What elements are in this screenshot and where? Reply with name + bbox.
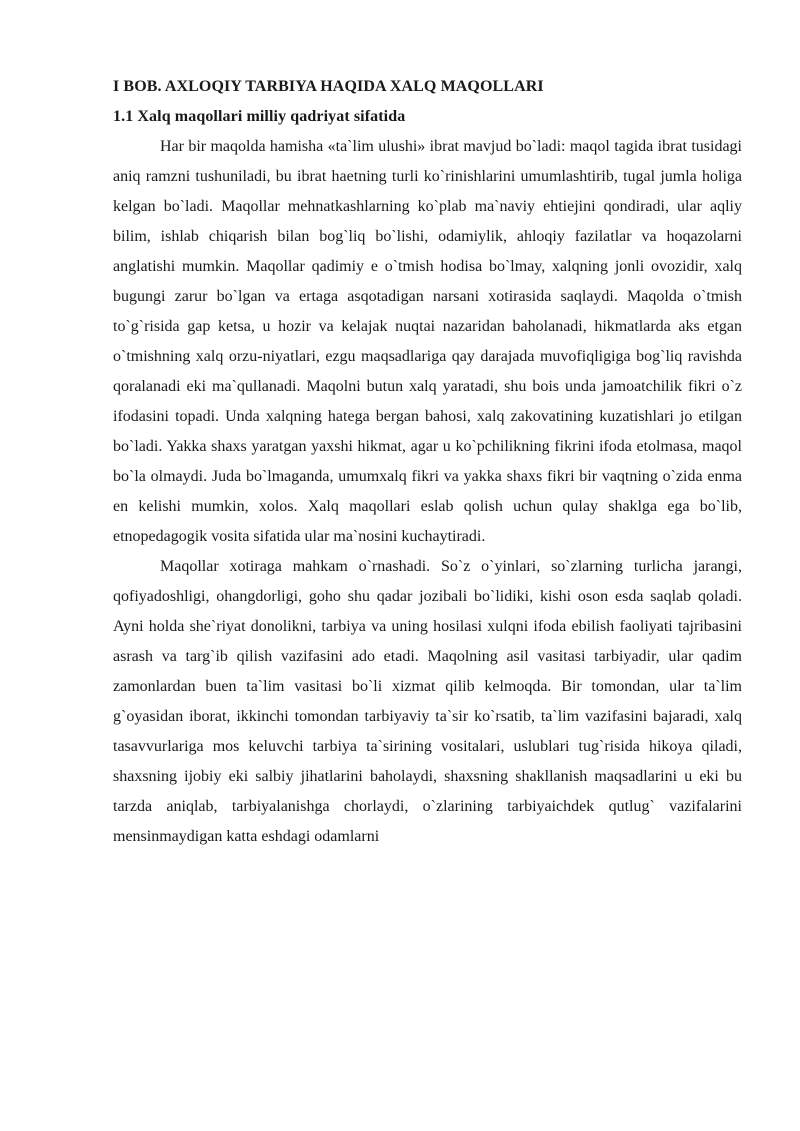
section-title: 1.1 Xalq maqollari milliy qadriyat sifatida	[113, 108, 406, 125]
body-paragraph-2: Maqollar xotiraga mahkam o`rnashadi. So`z o`yinlari, so`zlarning turlicha jarangi, qofiyadoshligi, ohangdorligi, goho shu qadar jozibali bo`lidiki, kishi oson esda saqlab qoladi. Ayni holda she`riyat donolikni, tarbiya va uning hosilasi xulqni ifoda ebilish faoliyati tajribasini asrash va targ`ib qilish vazifasini ado etadi. Maqolning asil vasitasi tarbiyadir, ular qadim zamonlardan buen ta`lim vasitasi bo`li xizmat qilib kelmoqda. Bir tomondan, ular ta`lim g`oyasidan iborat, ikkinchi tomondan tarbiyaviy ta`sir ko`rsatib, ta`lim vazifasini bajaradi, xalq tasavvurlariga mos keluvchi tarbiya ta`sirining vositalari, uslublari tug`risida hikoya qiladi, shaxsning ijobiy eki salbiy jihatlarini baholaydi, shaxsning shakllanish maqsadlarini u eki bu tarzda aniqlab, tarbiyalanishga chorlaydi, o`zlarining tarbiyaichdek qutlug` vazifalarini mensinmaydigan katta eshdagi odamlarni	[113, 558, 742, 845]
chapter-title: I BOB. AXLOQIY TARBIYA HAQIDA XALQ MAQOLLARI	[113, 78, 544, 95]
page-content	[113, 72, 742, 852]
body-paragraph-1: Har bir maqolda hamisha «ta`lim ulushi» ibrat mavjud bo`ladi: maqol tagida ibrat tusidagi aniq ramzni tushuniladi, bu ibrat haetning turli ko`rinishlarini umumlashtirib, tugal jumla holiga kelgan bo`ladi. Maqollar mehnatkashlarning ko`plab ma`naviy ehtiejini qondiradi, ular aqliy bilim, ishlab chiqarish bilan bog`liq bo`lishi, odamiylik, ahloqiy fazilatlar va hoqazolarni anglatishi mumkin. Maqollar qadimiy e o`tmish hodisa bo`lmay, xalqning jonli ovozidir, xalq bugungi zarur bo`lgan va ertaga asqotadigan narsani xotirasida saqlaydi. Maqolda o`tmish to`g`risida gap ketsa, u hozir va kelajak nuqtai nazaridan baholanadi, hikmatlarda aks etgan o`tmishning xalq orzu-niyatlari, ezgu maqsadlariga qay darajada muvofiqligiga bog`liq ravishda qoralanadi eki ma`qullanadi. Maqolni butun xalq yaratadi, shu bois unda jamoatchilik fikri o`z ifodasini topadi. Unda xalqning hatega bergan bahosi, xalq zakovatining kuzatishlari jo etilgan bo`ladi. Yakka shaxs yaratgan yaxshi hikmat, agar u ko`pchilikning fikrini ifoda etolmasa, maqol bo`la olmaydi. Juda bo`lmaganda, umumxalq fikri va yakka shaxs fikri bir vaqtning o`zida enma en kelishi mumkin, xolos. Xalq maqollari eslab qolish uchun qulay shaklga ega bo`lib, etnopedagogik vosita sifatida ular ma`nosini kuchaytiradi.	[113, 138, 742, 545]
